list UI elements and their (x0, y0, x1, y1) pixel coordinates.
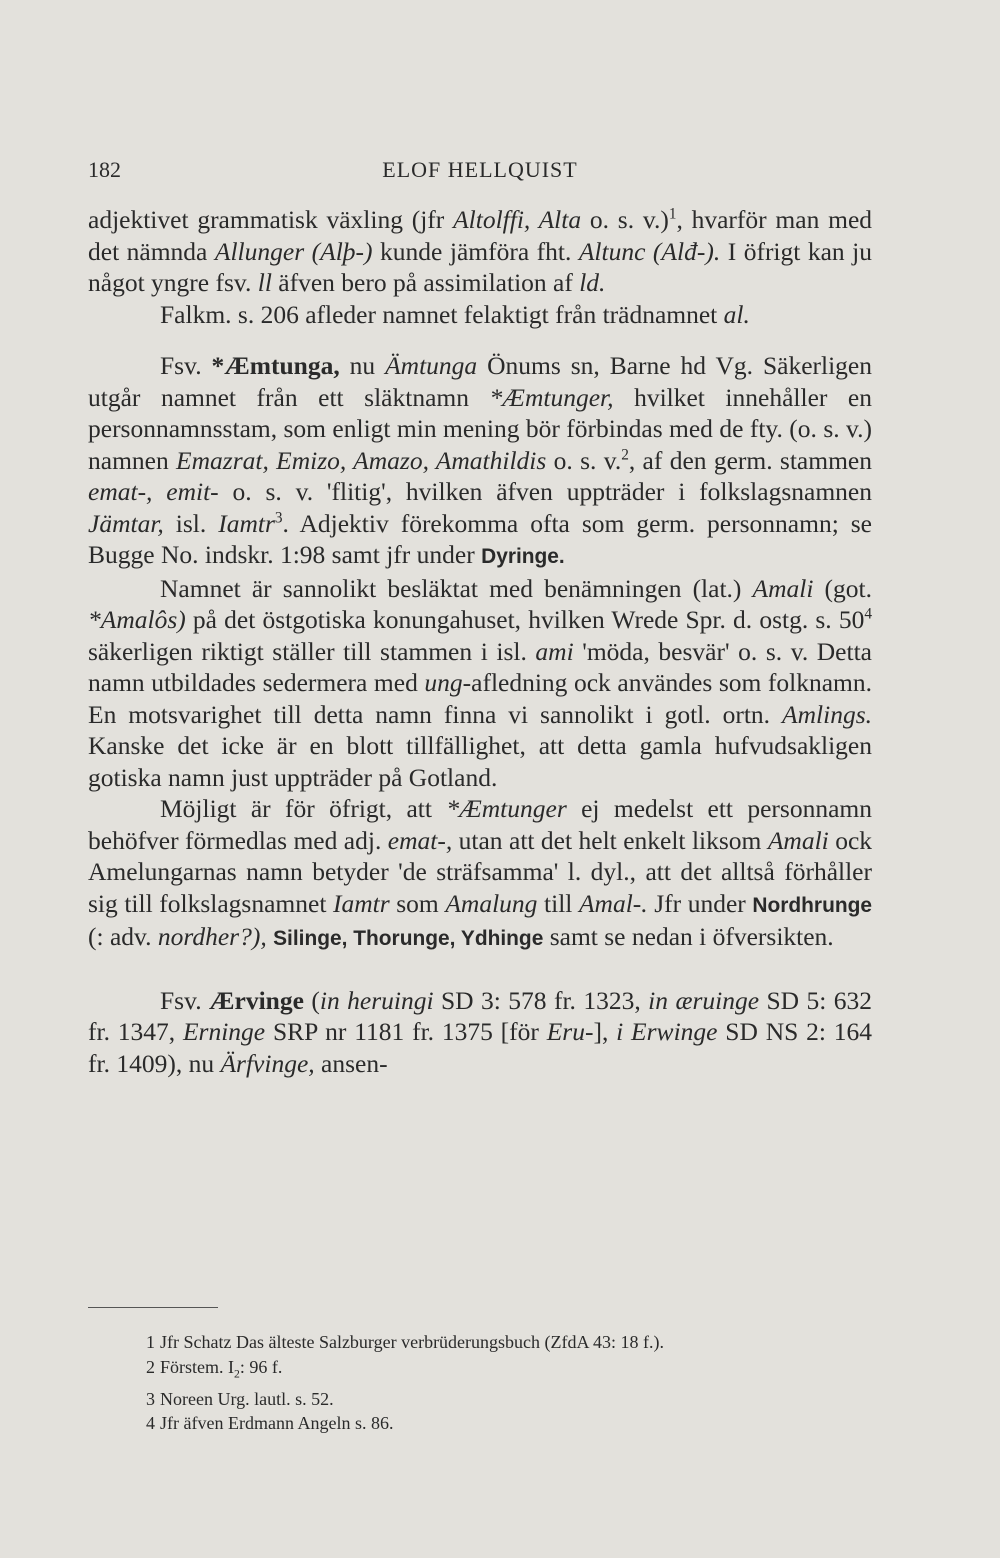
footnote-2: 2 Förstem. $I_2$: 96 f. (146, 1356, 283, 1381)
paragraph-2: Falkm. s. 206 afleder namnet felaktigt från trädnamnet al. (160, 299, 750, 329)
footnotes (146, 1330, 890, 1436)
footnote-1: 1 Jfr Schatz Das älteste Salzburger verbrüderungsbuch (ZfdA 43: 18 f.). (146, 1332, 665, 1352)
cross-ref-nordhrunge: Nordhrunge (752, 893, 873, 917)
page-number: 182 (88, 157, 121, 182)
footnote-divider (88, 1307, 218, 1308)
headword-aemtunga: *Æmtunga, (211, 351, 340, 380)
footnote-ref-4: 4 (864, 605, 872, 623)
running-title: ELOF HELLQUIST (382, 157, 578, 182)
cross-ref-silinge: Silinge, Thorunge, Ydhinge (273, 927, 544, 950)
headword-aervinge: Ærvinge (209, 985, 304, 1015)
cross-ref-dyringe: Dyringe. (481, 545, 565, 568)
body-text (88, 204, 872, 1079)
page-header (88, 157, 872, 187)
footnote-ref-3: 3 (274, 509, 283, 526)
paragraph-1: adjektivet grammatisk växling (jfr Altolffi, Alta o. s. v.)$^1$, hvarför man med det nämnda Allunger (Alþ-) kunde jämföra fht. Altunc (Alđ-). I öfrigt kan ju något yngre fsv. ll äfven bero på assimilation af ld. (88, 205, 873, 297)
entry-aemtunga: Fsv. *Æmtunga, nu Ämtunga Önums sn, Barne hd Vg. Säkerligen utgår namnet från ett släktnamn *Æmtunger, hvilket innehåller en personnamnsstam, som enligt min mening bör förbindas med de fty. (o. s. v.) namnen Emazrat, Emizo, Amazo, Amathildis o. s. v.$^2$, af den germ. stammen emat-, emit- o. s. v. 'flitig', hvilken äfven uppträder i folkslagsnamnen Jämtar, isl. Iamtr$^3$. Adjektiv förekomma ofta som germ. personnamn; se Bugge No. indskr. 1:98 samt jfr under Dyringe. (88, 351, 872, 569)
footnote-4: 4 Jfr äfven Erdmann Angeln s. 86. (146, 1413, 394, 1434)
footnote-ref-2: 2 (621, 446, 629, 463)
entry-aervinge: Fsv. Ærvinge (in heruingi SD 3: 578 fr. 1323, in æruinge SD 5: 632 fr. 1347, Erninge SRP nr 1181 fr. 1375 [för Eru-], i Erwinge SD NS 2: 164 fr. 1409), nu Ärfvinge, ansen- (88, 985, 873, 1078)
paragraph-5: Möjligt är för öfrigt, att *Æmtunger ej medelst ett personnamn behöfver förmedlas med adj. emat-, utan att det helt enkelt liksom Amali ock Amelungarnas namn betyder 'de sträfsamma' l. dyl., att det alltså förhåller sig till folkslagsnamnet Iamtr som Amalung till Amal-. Jfr under Nordhrunge (: adv. nordher?), Silinge, Thorunge, Ydhinge samt se nedan i öfversikten. (88, 794, 873, 951)
footnote-3: 3 Noreen Urg. lautl. s. 52. (146, 1388, 334, 1409)
paragraph-4: Namnet är sannolikt besläktat med benämningen (lat.) Amali (got. *Amalôs) på det östgotiska konungahuset, hvilken Wrede Spr. d. ostg. s. $50^4$ säkerligen riktigt ställer till stammen i isl. ami 'möda, besvär' o. s. v. Detta namn utbildades sedermera med ung-afledning ock användes som folknamn. En motsvarighet till detta namn finna vi sannolikt i gotl. ortn. Amlings. Kanske det icke är en blott tillfällighet, att detta gamla hufvudsakligen gotiska namn just uppträder på Gotland. (88, 573, 873, 792)
footnote-ref-1: 1 (668, 205, 677, 223)
